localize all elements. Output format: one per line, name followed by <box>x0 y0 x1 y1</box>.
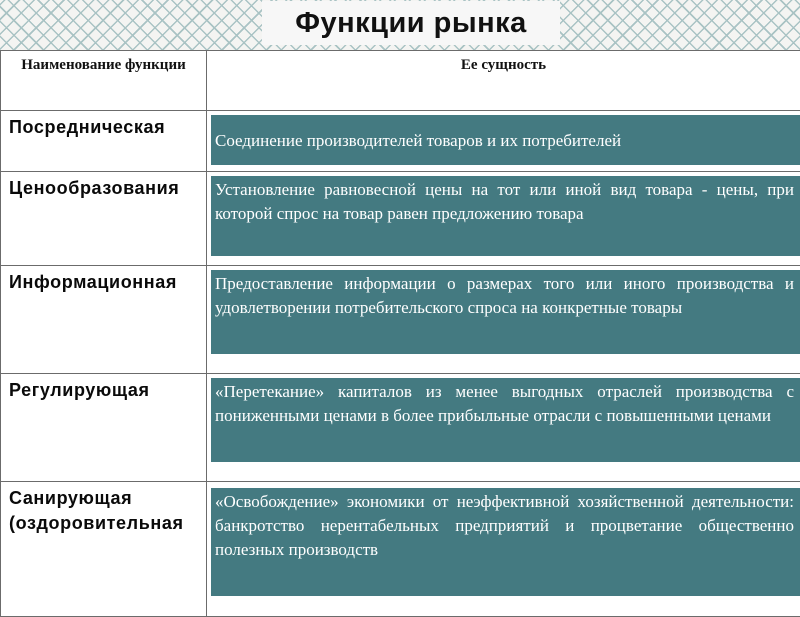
essence-text: Соединение производителей товаров и их потребителей <box>211 115 800 165</box>
table-row <box>1 266 800 374</box>
essence-cell <box>207 266 800 374</box>
essence-text: «Освобождение» экономики от неэффективной хозяйственной деятельности: банкротство нерентабельных предприятий и процветание общественно полезных производств <box>211 488 800 596</box>
table-header-row <box>1 51 800 111</box>
table-row <box>1 172 800 266</box>
essence-cell <box>207 172 800 266</box>
function-name-cell: Посредническая <box>1 111 207 172</box>
function-name-cell: Санирующая (оздоровительная <box>1 482 207 617</box>
essence-text: Предоставление информации о размерах того или иного производства и удовлетворении потребительского спроса на конкретные товары <box>211 270 800 354</box>
essence-cell <box>207 111 800 172</box>
essence-cell <box>207 374 800 482</box>
header-function-name: Наименование функции <box>1 51 207 111</box>
slide-title: Функции рынка <box>262 1 560 45</box>
function-name-cell: Ценообразования <box>1 172 207 266</box>
essence-text: Установление равновесной цены на тот или иной вид товара - цены, при которой спрос на товар равен предложению товара <box>211 176 800 256</box>
table-row <box>1 111 800 172</box>
header-essence: Ее сущность <box>207 51 800 111</box>
essence-text: «Перетекание» капиталов из менее выгодных отраслей производства с пониженными ценами в более прибыльные отрасли с повышенными ценами <box>211 378 800 462</box>
table-row <box>1 482 800 617</box>
function-name-cell: Информационная <box>1 266 207 374</box>
essence-cell <box>207 482 800 617</box>
function-name-cell: Регулирующая <box>1 374 207 482</box>
market-functions-table <box>0 50 800 617</box>
table-row <box>1 374 800 482</box>
